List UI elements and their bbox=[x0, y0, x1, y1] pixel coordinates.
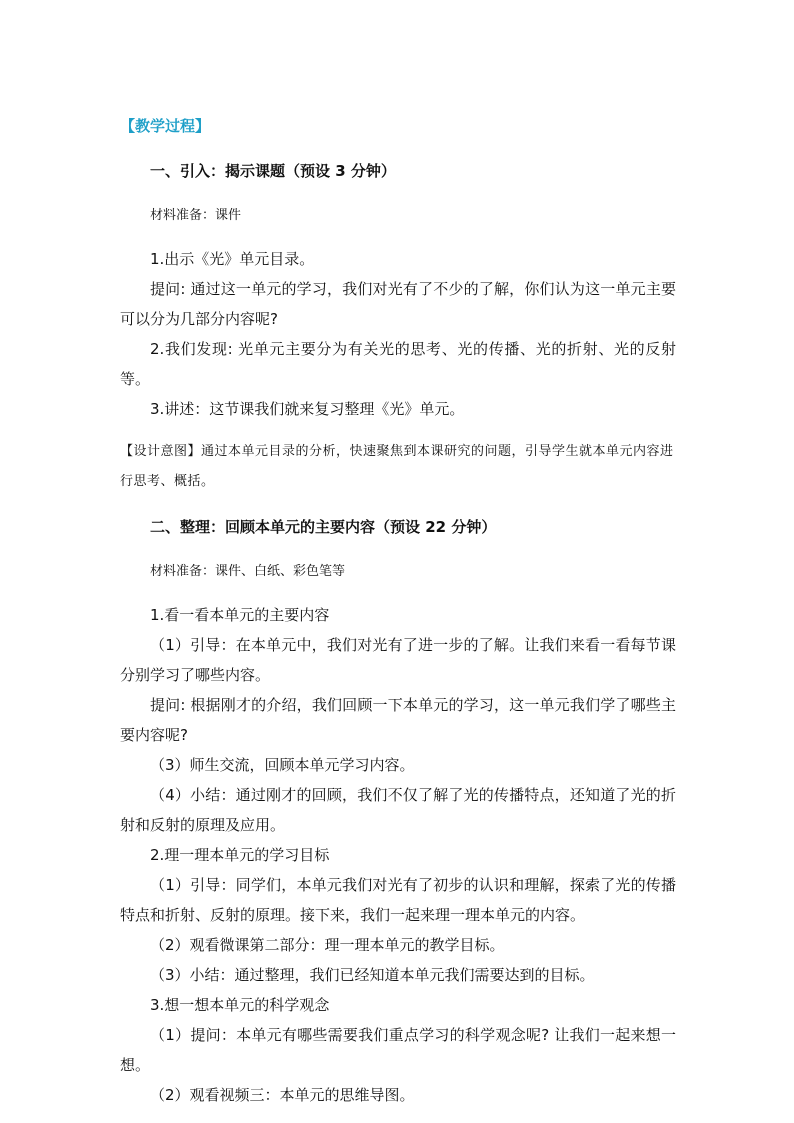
part2-section2-title: 2.理一理本单元的学习目标 bbox=[150, 846, 330, 864]
part2-section1-paragraph-1: （1）引导：在本单元中，我们对光有了进一步的了解。让我们来看一看每节课分别学习了哪些内容。 bbox=[120, 636, 676, 684]
part2-heading: 二、整理：回顾本单元的主要内容（预设 22 分钟） bbox=[150, 518, 497, 536]
design-intent: 【设计意图】通过本单元目录的分析，快速聚焦到本课研究的问题，引导学生就本单元内容进行思考、概括。 bbox=[120, 444, 674, 489]
part2-section3-title: 3.想一想本单元的科学观念 bbox=[150, 996, 330, 1014]
part2-section2-paragraph-1: （1）引导：同学们，本单元我们对光有了初步的认识和理解，探索了光的传播特点和折射、反射的原理。接下来，我们一起来理一理本单元的内容。 bbox=[120, 876, 676, 924]
part1-materials: 材料准备：课件 bbox=[150, 208, 242, 223]
part2-section1-paragraph-3: （3）师生交流，回顾本单元学习内容。 bbox=[150, 756, 415, 774]
part1-paragraph-3: 2.我们发现: 光单元主要分为有关光的思考、光的传播、光的折射、光的反射等。 bbox=[120, 340, 676, 388]
part2-section3-paragraph-1: （1）提问：本单元有哪些需要我们重点学习的科学观念呢? 让我们一起来想一想。 bbox=[120, 1026, 676, 1074]
section-title: 【教学过程】 bbox=[120, 117, 211, 135]
part2-section3-paragraph-2: （2）观看视频三：本单元的思维导图。 bbox=[150, 1086, 415, 1104]
part2-section1-paragraph-4: （4）小结：通过刚才的回顾，我们不仅了解了光的传播特点，还知道了光的折射和反射的原理及应用。 bbox=[120, 786, 676, 834]
part2-section2-paragraph-3: （3）小结：通过整理，我们已经知道本单元我们需要达到的目标。 bbox=[150, 966, 595, 984]
part2-section1-title: 1.看一看本单元的主要内容 bbox=[150, 606, 330, 624]
part1-paragraph-2: 提问: 通过这一单元的学习，我们对光有了不少的了解，你们认为这一单元主要可以分为几部分内容呢? bbox=[120, 280, 676, 328]
part2-section1-paragraph-2: 提问: 根据刚才的介绍，我们回顾一下本单元的学习，这一单元我们学了哪些主要内容呢? bbox=[120, 696, 676, 744]
part1-paragraph-4: 3.讲述：这节课我们就来复习整理《光》单元。 bbox=[150, 400, 465, 418]
part1-paragraph-1: 1.出示《光》单元目录。 bbox=[150, 250, 315, 268]
document-content bbox=[120, 96, 676, 1110]
part2-section2-paragraph-2: （2）观看微课第二部分：理一理本单元的教学目标。 bbox=[150, 936, 505, 954]
part1-heading: 一、引入：揭示课题（预设 3 分钟） bbox=[150, 162, 396, 180]
part2-materials: 材料准备：课件、白纸、彩色笔等 bbox=[150, 564, 346, 579]
